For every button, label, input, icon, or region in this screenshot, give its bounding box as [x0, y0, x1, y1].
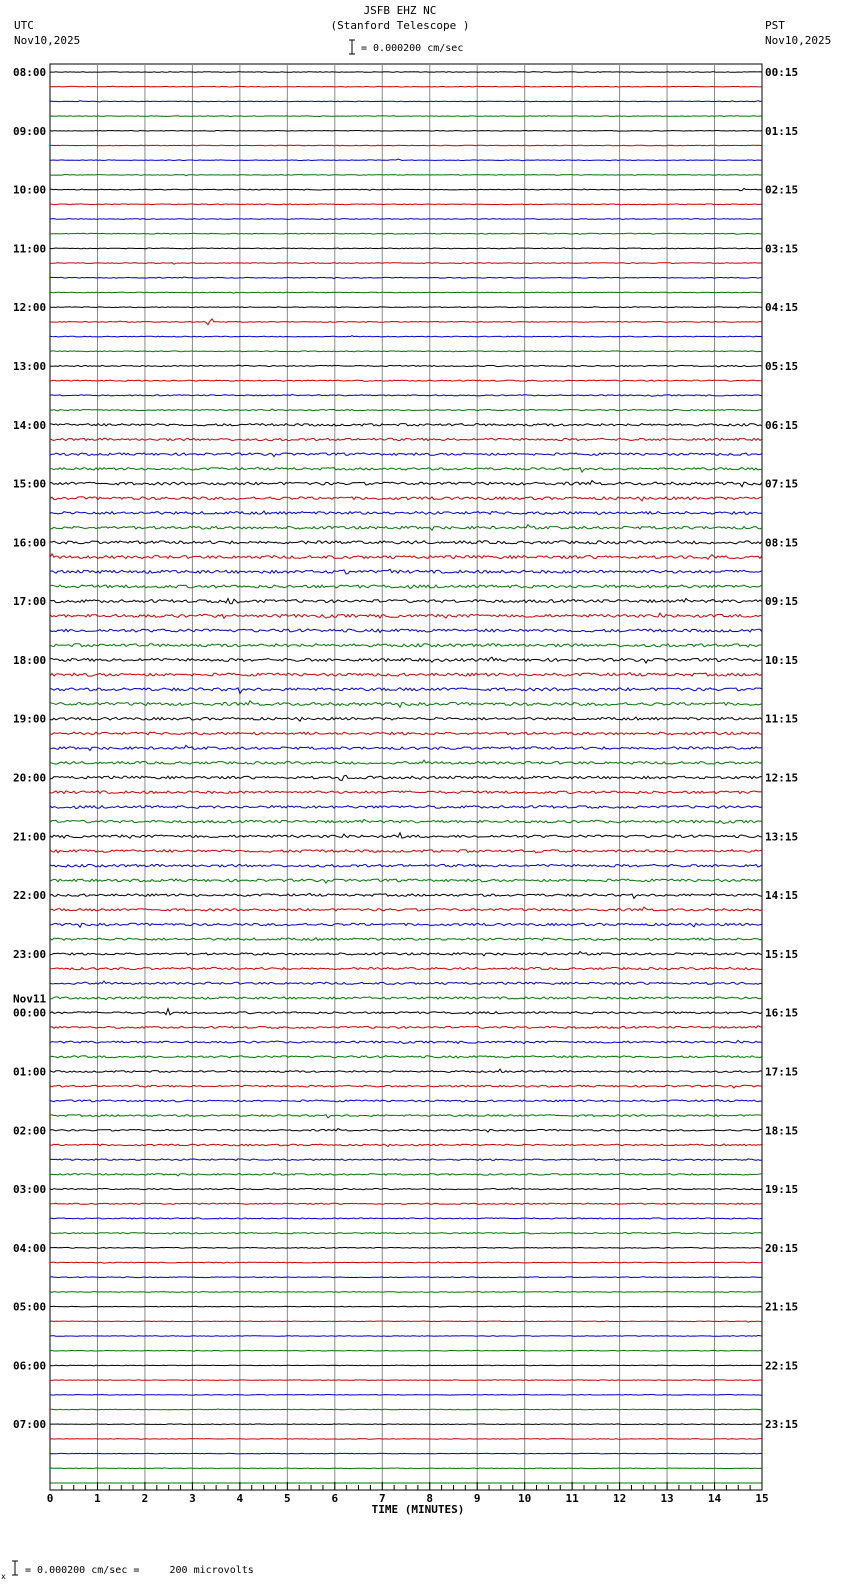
seismic-trace	[50, 424, 762, 426]
seismic-trace	[50, 438, 762, 440]
seismic-trace	[50, 952, 762, 956]
x-tick-label: 5	[284, 1492, 291, 1505]
utc-hour-label: 16:00	[13, 536, 47, 550]
seismic-trace	[50, 688, 762, 694]
pst-hour-label: 17:15	[765, 1065, 799, 1079]
utc-hour-label: 00:00	[13, 1006, 47, 1020]
site-name: (Stanford Telescope )	[330, 19, 470, 32]
seismic-trace	[50, 585, 762, 589]
seismic-trace	[50, 1115, 762, 1118]
seismic-trace	[50, 629, 762, 633]
pst-hour-label: 16:15	[765, 1006, 799, 1020]
pst-hour-label: 12:15	[765, 771, 799, 785]
pst-hour-label: 08:15	[765, 536, 799, 550]
seismic-trace	[50, 850, 762, 853]
pst-hour-label: 15:15	[765, 947, 799, 961]
seismic-trace	[50, 453, 762, 457]
seismic-trace	[50, 292, 762, 293]
x-tick-label: 8	[426, 1492, 434, 1505]
pst-hour-label: 18:15	[765, 1124, 799, 1138]
seismic-trace	[50, 1292, 762, 1293]
right-date-label: Nov10,2025	[765, 34, 832, 47]
x-axis-label: TIME (MINUTES)	[371, 1503, 465, 1516]
seismic-trace	[50, 1129, 762, 1133]
seismic-trace	[50, 409, 762, 411]
seismic-trace	[50, 1262, 762, 1263]
pst-hour-label: 20:15	[765, 1241, 799, 1255]
seismic-trace	[50, 219, 762, 220]
seismic-trace	[50, 1306, 762, 1307]
seismic-trace	[50, 101, 762, 102]
scale-label: = 0.000200 cm/sec	[361, 43, 464, 54]
seismic-trace	[50, 307, 762, 308]
utc-hour-label: 18:00	[13, 653, 47, 667]
utc-hour-label: 13:00	[13, 359, 47, 373]
utc-hour-label: 01:00	[13, 1065, 47, 1079]
left-zone-label: UTC	[14, 19, 34, 32]
seismic-trace	[50, 833, 762, 838]
x-tick-label: 13	[660, 1492, 674, 1505]
seismic-trace	[50, 819, 762, 823]
pst-hour-label: 13:15	[765, 830, 799, 844]
x-tick-label: 11	[565, 1492, 579, 1505]
seismic-trace	[50, 336, 762, 337]
pst-hour-label: 14:15	[765, 889, 799, 903]
seismic-trace	[50, 1247, 762, 1248]
right-zone-label: PST	[765, 19, 785, 32]
seismic-trace	[50, 1159, 762, 1161]
seismic-trace	[50, 248, 762, 249]
seismic-trace	[50, 701, 762, 708]
seismic-trace	[50, 894, 762, 899]
seismic-trace	[50, 981, 762, 984]
utc-hour-label: 11:00	[13, 242, 47, 256]
utc-hour-label: 17:00	[13, 595, 47, 609]
seismic-trace	[50, 864, 762, 867]
x-tick-label: 2	[141, 1492, 149, 1505]
seismic-trace	[50, 233, 762, 234]
seismic-trace	[50, 1453, 762, 1454]
seismic-trace	[50, 997, 762, 1000]
seismic-trace	[50, 1395, 762, 1396]
seismic-trace	[50, 188, 762, 190]
utc-hour-label: 10:00	[13, 183, 47, 197]
seismic-trace	[50, 907, 762, 911]
station-title: JSFB EHZ NC	[363, 4, 437, 17]
seismic-trace	[50, 1203, 762, 1205]
x-tick-label: 14	[707, 1492, 722, 1505]
seismic-trace	[50, 1277, 762, 1278]
seismic-trace	[50, 525, 762, 531]
utc-hour-label: 20:00	[13, 771, 47, 785]
seismic-trace	[50, 775, 762, 780]
footer-scale-bar-icon	[10, 1560, 20, 1576]
seismic-trace	[50, 879, 762, 883]
seismic-trace	[50, 1233, 762, 1235]
seismic-trace	[50, 1335, 762, 1336]
seismic-trace	[50, 554, 762, 559]
pst-hour-label: 06:15	[765, 418, 799, 432]
pst-hour-label: 10:15	[765, 653, 799, 667]
seismic-trace	[50, 1218, 762, 1219]
seismic-trace	[50, 1424, 762, 1425]
pst-hour-label: 23:15	[765, 1418, 799, 1432]
seismic-trace	[50, 497, 762, 501]
seismic-trace	[50, 967, 762, 969]
x-tick-label: 1	[94, 1492, 101, 1505]
seismic-trace	[50, 1144, 762, 1147]
utc-hour-label: 15:00	[13, 477, 47, 491]
pst-hour-label: 04:15	[765, 301, 799, 315]
seismic-trace	[50, 175, 762, 176]
seismic-trace	[50, 351, 762, 352]
seismic-trace	[50, 1085, 762, 1088]
x-tick-label: 9	[473, 1492, 481, 1505]
pst-hour-label: 21:15	[765, 1300, 799, 1314]
pst-hour-label: 22:15	[765, 1359, 799, 1373]
utc-hour-label: 02:00	[13, 1124, 47, 1138]
seismic-trace	[50, 365, 762, 367]
pst-hour-label: 00:15	[765, 66, 799, 79]
x-tick-label: 7	[378, 1492, 386, 1505]
seismic-trace	[50, 511, 762, 514]
pst-hour-label: 07:15	[765, 477, 799, 491]
footer-corner-mark: x	[1, 1572, 6, 1581]
seismic-trace	[50, 131, 762, 132]
utc-hour-label: 12:00	[13, 301, 47, 315]
seismic-trace	[50, 1056, 762, 1058]
utc-hour-label: 05:00	[13, 1300, 47, 1314]
utc-hour-label: 03:00	[13, 1183, 47, 1197]
pst-hour-label: 01:15	[765, 124, 799, 138]
date-change-label: Nov11	[13, 992, 47, 1006]
seismic-trace	[50, 673, 762, 677]
seismic-trace	[50, 380, 762, 381]
pst-hour-label: 19:15	[765, 1183, 799, 1197]
x-tick-label: 0	[46, 1492, 54, 1505]
seismic-trace	[50, 467, 762, 472]
utc-hour-label: 08:00	[13, 66, 47, 79]
seismic-trace	[50, 1040, 762, 1043]
x-tick-label: 10	[518, 1492, 532, 1505]
seismic-trace	[50, 481, 762, 487]
pst-hour-label: 11:15	[765, 712, 799, 726]
seismic-trace	[50, 541, 762, 544]
seismic-trace	[50, 1321, 762, 1322]
x-tick-label: 6	[331, 1492, 339, 1505]
utc-hour-label: 22:00	[13, 889, 47, 903]
pst-hour-label: 09:15	[765, 595, 799, 609]
seismic-trace	[50, 1468, 762, 1469]
seismic-trace	[50, 732, 762, 735]
seismic-trace	[50, 1026, 762, 1029]
seismic-trace	[50, 1409, 762, 1410]
pst-hour-label: 03:15	[765, 242, 799, 256]
utc-hour-label: 06:00	[13, 1359, 47, 1373]
utc-hour-label: 23:00	[13, 947, 47, 961]
seismic-trace	[50, 116, 762, 117]
seismic-trace	[50, 1380, 762, 1381]
seismic-trace	[50, 791, 762, 794]
seismic-trace	[50, 1350, 762, 1351]
utc-hour-label: 04:00	[13, 1241, 47, 1255]
left-date-label: Nov10,2025	[14, 34, 81, 47]
seismic-trace	[50, 1100, 762, 1102]
x-tick-label: 12	[612, 1492, 627, 1505]
utc-hour-label: 09:00	[13, 124, 47, 138]
seismic-trace	[50, 319, 762, 325]
seismic-trace	[50, 204, 762, 205]
seismic-trace	[50, 806, 762, 809]
pst-hour-label: 05:15	[765, 359, 799, 373]
seismic-trace	[50, 1439, 762, 1440]
seismic-trace	[50, 760, 762, 764]
seismic-trace	[50, 1069, 762, 1072]
utc-hour-label: 21:00	[13, 830, 47, 844]
seismic-trace	[50, 1009, 762, 1015]
utc-hour-label: 14:00	[13, 418, 47, 432]
seismic-trace	[50, 1365, 762, 1366]
seismic-trace	[50, 938, 762, 941]
seismic-trace	[50, 569, 762, 574]
seismic-trace	[50, 1188, 762, 1190]
seismic-trace	[50, 1173, 762, 1176]
footer-scale-note: = 0.000200 cm/sec = 200 microvolts	[25, 1565, 254, 1576]
utc-hour-label: 19:00	[13, 712, 47, 726]
seismic-trace	[50, 277, 762, 279]
seismic-trace	[50, 86, 762, 87]
seismic-trace	[50, 159, 762, 161]
seismic-trace	[50, 923, 762, 927]
seismic-trace	[50, 613, 762, 618]
utc-hour-label: 07:00	[13, 1418, 47, 1432]
seismic-trace	[50, 644, 762, 647]
seismic-trace	[50, 598, 762, 603]
seismic-trace	[50, 657, 762, 663]
seismic-trace	[50, 263, 762, 265]
pst-hour-label: 02:15	[765, 183, 799, 197]
x-tick-label: 3	[189, 1492, 196, 1505]
x-tick-label: 15	[755, 1492, 769, 1505]
seismic-trace	[50, 717, 762, 721]
seismic-trace	[50, 745, 762, 750]
seismic-trace	[50, 145, 762, 146]
seismic-trace	[50, 72, 762, 73]
x-tick-label: 4	[236, 1492, 244, 1505]
seismic-trace	[50, 394, 762, 396]
